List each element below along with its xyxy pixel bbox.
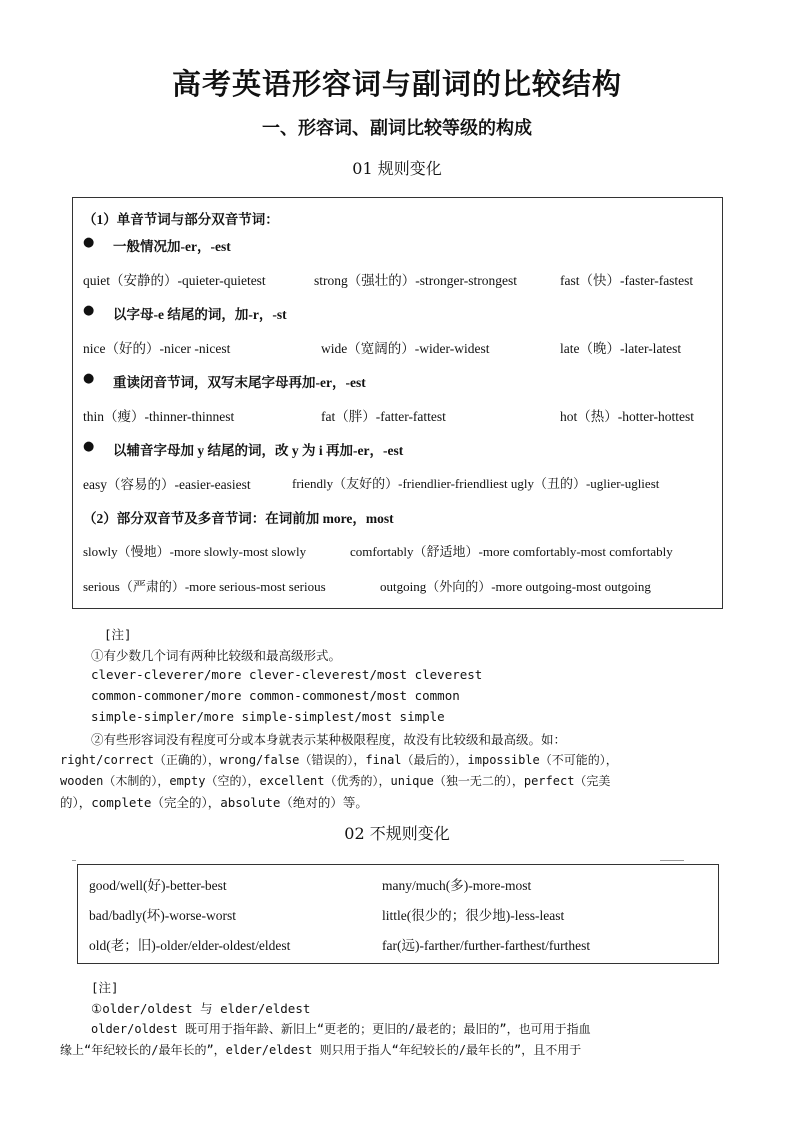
note-text: ②有些形容词没有程度可分或本身就表示某种极限程度，故没有比较级和最高级。如： [91, 732, 567, 747]
example: outgoing（外向的）-more outgoing-most outgoing [380, 579, 651, 594]
note-text: simple-simpler/more simple-simplest/most simple [91, 709, 445, 724]
example: nice（好的）-nicer -nicest [83, 341, 231, 356]
irregular-entry: many/much(多)-more-most [382, 878, 532, 893]
example: strong（强壮的）-stronger-strongest [314, 273, 517, 288]
note-text: older/oldest 既可用于指年龄、新旧上“更老的；更旧的/最老的；最旧的”，也可用于指血 [91, 1022, 591, 1036]
divider [72, 860, 76, 861]
example: late（晚）-later-latest [560, 341, 682, 356]
section-heading: 一、形容词、副词比较等级的构成 [262, 118, 532, 139]
irregular-entry: little(很少的；很少地)-less-least [382, 908, 565, 923]
example: quiet（安静的）-quieter-quietest [83, 273, 266, 288]
document-title: 高考英语形容词与副词的比较结构 [171, 67, 622, 101]
subsection-heading-regular: 01 规则变化 [352, 159, 442, 178]
bullet-icon: ● [83, 235, 95, 250]
example: fast（快）-faster-fastest [560, 273, 694, 288]
example: comfortably（舒适地）-more comfortably-most comfortably [350, 544, 673, 559]
note-text: clever-cleverer/more clever-cleverest/most cleverest [91, 667, 483, 682]
note-text: ①有少数几个词有两种比较级和最高级形式。 [91, 648, 342, 663]
example: serious（严肃的）-more serious-most serious [83, 579, 326, 594]
rule-3: 重读闭音节词，双写末尾字母再加-er，-est [113, 375, 366, 390]
rule-2: 以字母-e 结尾的词，加-r，-st [113, 307, 287, 322]
note-label: [注] [91, 980, 119, 995]
note-text: 缘上“年纪较长的/最年长的”，elder/eldest 则只用于指人“年纪较长的/最年长的”，且不用于 [60, 1043, 582, 1057]
box-heading-2: （2）部分双音节及多音节词：在词前加 more，most [83, 511, 394, 526]
example: fat（胖）-fatter-fattest [321, 409, 446, 424]
example: friendly（友好的）-friendlier-friendliest ugly（丑的）-uglier-ugliest [292, 476, 660, 491]
rule-4: 以辅音字母加 y 结尾的词，改 y 为 i 再加-er，-est [113, 443, 404, 458]
example: easy（容易的）-easier-easiest [83, 477, 251, 492]
example: wide（宽阔的）-wider-widest [321, 341, 490, 356]
example: thin（瘦）-thinner-thinnest [83, 409, 235, 424]
bullet-icon: ● [83, 303, 95, 318]
example: slowly（慢地）-more slowly-most slowly [83, 544, 307, 559]
irregular-entry: far(远)-farther/further-farthest/furthest [382, 938, 591, 953]
note-label: [注] [104, 627, 132, 642]
note-text: right/correct（正确的），wrong/false（错误的），final（最后的），impossible（不可能的）， [60, 753, 618, 767]
box-heading-1: （1）单音节词与部分双音节词： [83, 212, 279, 227]
note-text: 的），complete（完全的），absolute（绝对的）等。 [60, 795, 368, 810]
rule-1: 一般情况加-er，-est [113, 239, 231, 254]
divider [660, 860, 684, 861]
example: hot（热）-hotter-hottest [560, 409, 694, 424]
note-text: common-commoner/more common-commonest/most common [91, 688, 460, 703]
bullet-icon: ● [83, 371, 95, 386]
irregular-entry: old(老；旧)-older/elder-oldest/eldest [89, 938, 291, 953]
bullet-icon: ● [83, 439, 95, 454]
note-text: wooden（木制的），empty（空的），excellent（优秀的），unique（独一无二的），perfect（完美 [60, 774, 611, 788]
note-text: ①older/oldest 与 elder/eldest [91, 1001, 311, 1016]
irregular-entry: good/well(好)-better-best [89, 878, 227, 893]
subsection-heading-irregular: 02 不规则变化 [344, 824, 450, 843]
irregular-entry: bad/badly(坏)-worse-worst [89, 908, 236, 923]
